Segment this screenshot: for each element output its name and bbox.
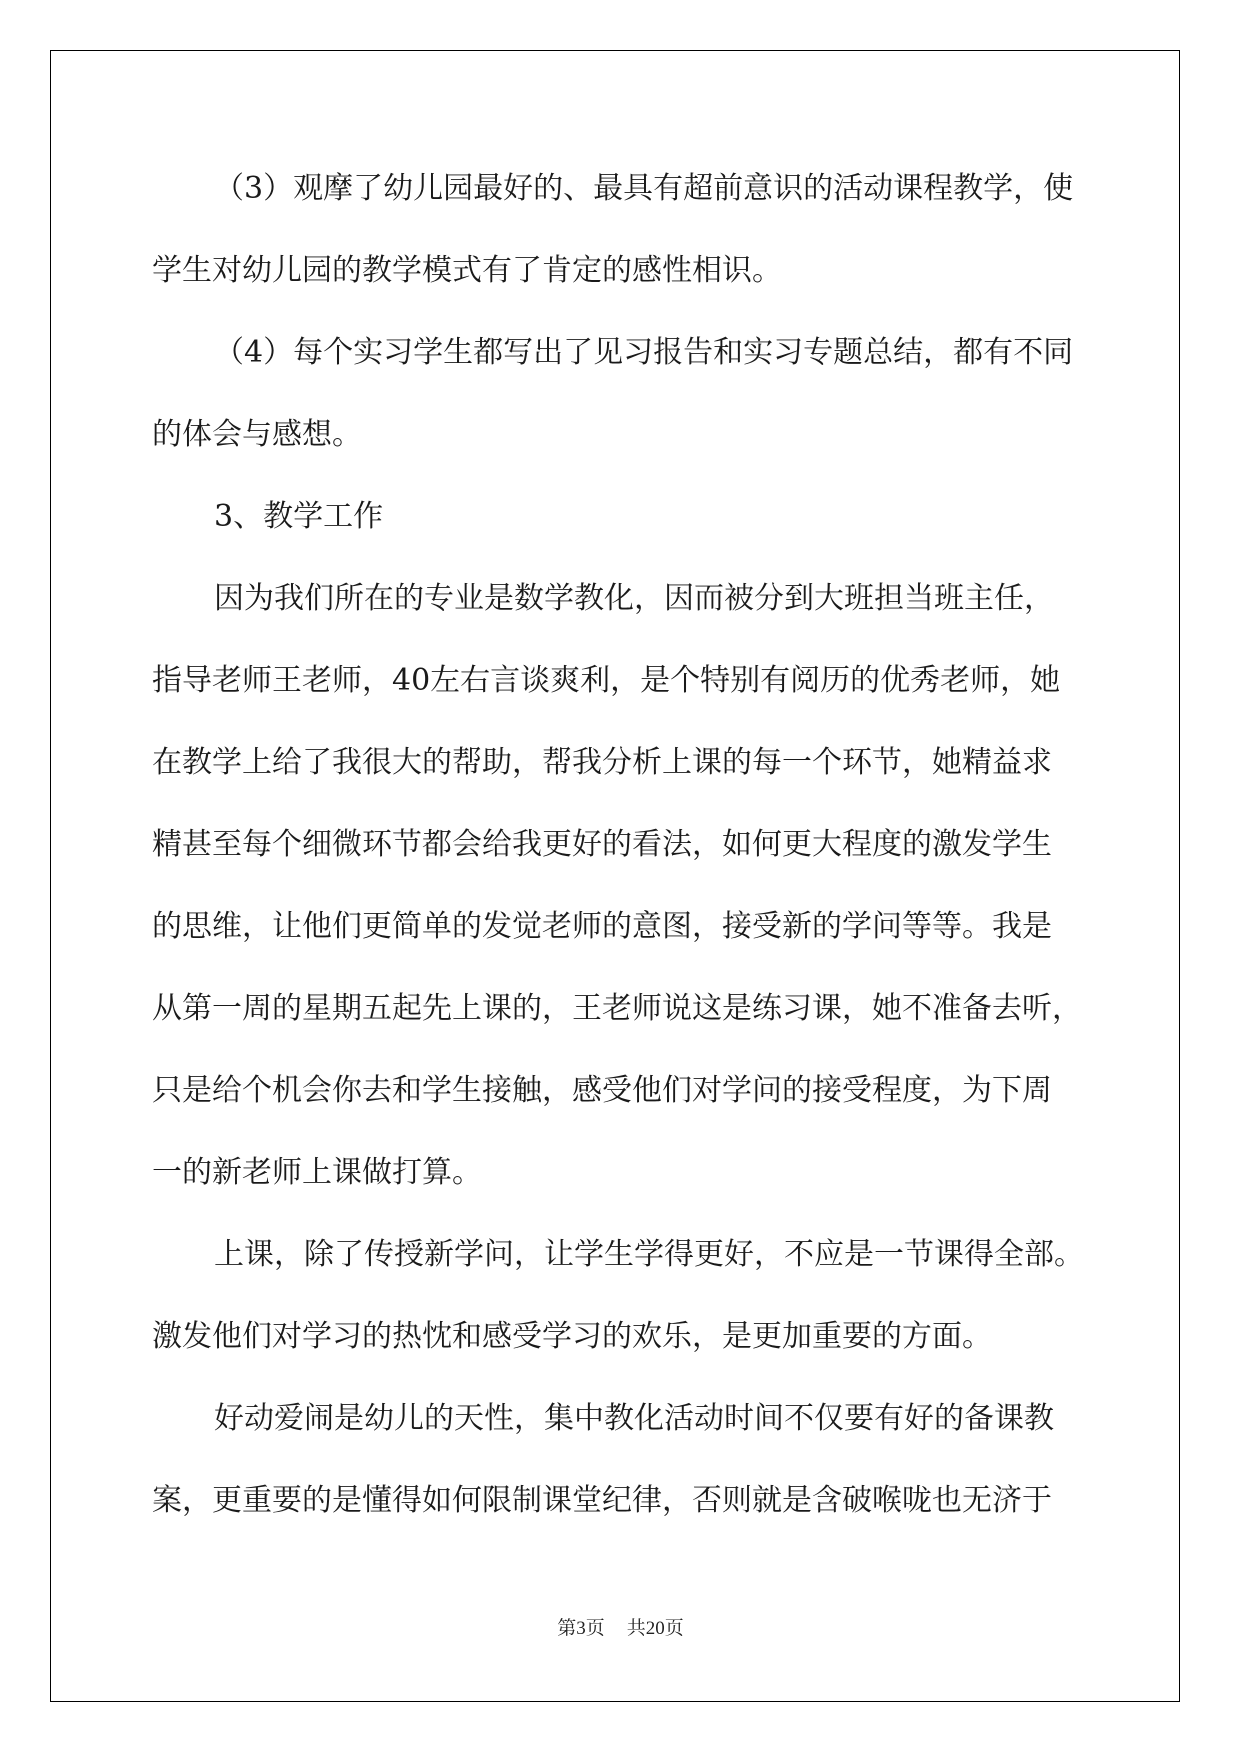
paragraph-line: 案，更重要的是懂得如何限制课堂纪律，否则就是含破喉咙也无济于 bbox=[152, 1483, 1052, 1518]
page-prefix: 第 bbox=[557, 1617, 577, 1639]
paragraph-line: （4）每个实习学生都写出了见习报告和实习专题总结，都有不同 bbox=[214, 335, 1074, 370]
paragraph-line: 一的新老师上课做打算。 bbox=[152, 1155, 482, 1190]
paragraph-line: 激发他们对学习的热忱和感受学习的欢乐，是更加重要的方面。 bbox=[152, 1319, 992, 1354]
paragraph-line: 从第一周的星期五起先上课的，王老师说这是练习课，她不准备去听， bbox=[152, 991, 1082, 1026]
section-heading: 3、教学工作 bbox=[214, 499, 384, 534]
total-prefix: 共 bbox=[626, 1617, 646, 1639]
total-suffix: 页 bbox=[664, 1617, 684, 1639]
page-suffix: 页 bbox=[585, 1617, 605, 1639]
paragraph-line: 的体会与感想。 bbox=[152, 417, 362, 452]
paragraph-line: 指导老师王老师，40左右言谈爽利，是个特别有阅历的优秀老师，她 bbox=[152, 663, 1061, 698]
paragraph-line: （3）观摩了幼儿园最好的、最具有超前意识的活动课程教学，使 bbox=[214, 171, 1074, 206]
document-body bbox=[152, 162, 1087, 1556]
paragraph-line: 好动爱闹是幼儿的天性，集中教化活动时间不仅要有好的备课教 bbox=[214, 1401, 1054, 1436]
page-total: 20 bbox=[645, 1618, 665, 1639]
page-footer bbox=[0, 1616, 1241, 1641]
page-current: 3 bbox=[576, 1618, 586, 1639]
paragraph-line: 学生对幼儿园的教学模式有了肯定的感性相识。 bbox=[152, 253, 782, 288]
paragraph-line: 的思维，让他们更简单的发觉老师的意图，接受新的学问等等。我是 bbox=[152, 909, 1052, 944]
paragraph-line: 只是给个机会你去和学生接触，感受他们对学问的接受程度，为下周 bbox=[152, 1073, 1052, 1108]
paragraph-line: 上课，除了传授新学问，让学生学得更好，不应是一节课得全部。 bbox=[214, 1237, 1084, 1272]
paragraph-line: 在教学上给了我很大的帮助，帮我分析上课的每一个环节，她精益求 bbox=[152, 745, 1052, 780]
paragraph-line: 精甚至每个细微环节都会给我更好的看法，如何更大程度的激发学生 bbox=[152, 827, 1052, 862]
paragraph-line: 因为我们所在的专业是数学教化，因而被分到大班担当班主任， bbox=[214, 581, 1054, 616]
